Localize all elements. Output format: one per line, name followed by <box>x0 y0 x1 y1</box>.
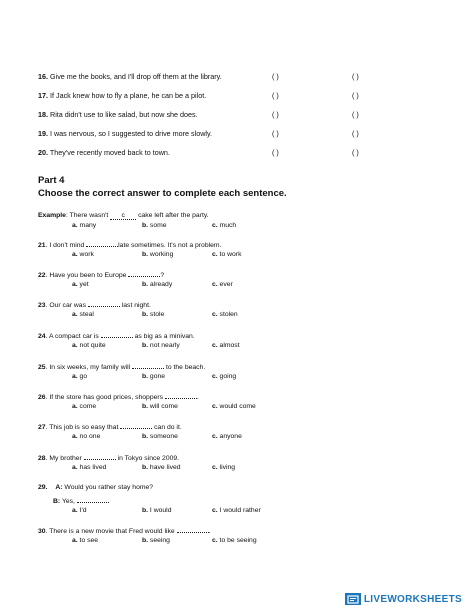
question-29-a-label: A: <box>55 484 63 491</box>
answer-box-column-1[interactable]: ( ) <box>272 129 279 138</box>
question-text-after: ? <box>160 272 165 279</box>
option-b[interactable]: b. not nearly <box>142 342 180 349</box>
answer-box-column-1[interactable]: ( ) <box>272 110 279 119</box>
question-21 <box>38 240 221 249</box>
option-c[interactable]: c. to work <box>212 251 242 258</box>
question-22 <box>38 270 164 279</box>
option-b[interactable]: b. someone <box>142 433 178 440</box>
example-option-b: b. some <box>142 222 167 229</box>
answer-box-column-2[interactable]: ( ) <box>352 110 359 119</box>
liveworksheets-logo-text: LIVEWORKSHEETS <box>363 593 462 605</box>
question-29-option-c[interactable]: c. I would rather <box>212 507 261 514</box>
question-text-before: . In six weeks, my family will <box>45 364 133 371</box>
question-28 <box>38 453 179 462</box>
liveworksheets-logo-icon <box>345 593 361 605</box>
option-a[interactable]: a. steal <box>72 311 94 318</box>
option-a[interactable]: a. has lived <box>72 464 107 471</box>
question-text-before: . There is a new movie that Fred would like <box>45 528 177 535</box>
question-number: 24 <box>38 333 46 340</box>
part3-item-number: 18. <box>38 110 48 119</box>
example-option-a: a. many <box>72 222 97 229</box>
example-text-after: cake left after the party. <box>136 212 209 219</box>
question-29 <box>38 484 153 491</box>
option-b[interactable]: b. gone <box>142 373 166 380</box>
question-text-after: . <box>196 394 199 401</box>
answer-blank[interactable] <box>86 240 118 247</box>
question-text-after: in Tokyo since 2009. <box>115 455 180 462</box>
option-b[interactable]: b. stole <box>142 311 165 318</box>
question-29-option-a[interactable]: a. I'd <box>72 507 87 514</box>
question-29-b-label: B: <box>53 498 61 505</box>
answer-blank[interactable] <box>88 300 120 307</box>
part3-item-text: I was nervous, so I suggested to drive more slowly. <box>50 129 213 138</box>
question-text-before: . A compact car is <box>45 333 101 340</box>
question-number: 28 <box>38 455 46 462</box>
part3-item-number: 16. <box>38 72 48 81</box>
example-label: Example <box>38 212 66 219</box>
question-text-before: . This job is so easy that <box>45 424 121 431</box>
option-b[interactable]: b. will come <box>142 403 178 410</box>
option-a[interactable]: a. no one <box>72 433 101 440</box>
option-c[interactable]: c. anyone <box>212 433 242 440</box>
question-29-number: 29. <box>38 484 48 491</box>
question-30 <box>38 526 210 535</box>
part3-item <box>38 91 206 100</box>
question-number: 27 <box>38 424 46 431</box>
option-a[interactable]: a. yet <box>72 281 89 288</box>
option-c[interactable]: c. stolen <box>212 311 238 318</box>
part3-item-number: 19. <box>38 129 48 138</box>
question-text-before: . I don't mind <box>45 242 87 249</box>
question-text-after: . <box>208 528 211 535</box>
question-25 <box>38 362 205 371</box>
answer-box-column-2[interactable]: ( ) <box>352 129 359 138</box>
answer-blank[interactable] <box>120 422 152 429</box>
question-text-after: last night. <box>119 302 151 309</box>
question-27 <box>38 422 182 431</box>
liveworksheets-footer[interactable] <box>345 593 462 605</box>
option-a[interactable]: a. go <box>72 373 88 380</box>
part3-item-text: Rita didn't use to like salad, but now she does. <box>50 110 198 119</box>
question-29-blank[interactable] <box>77 496 109 503</box>
example-sentence <box>38 212 209 220</box>
question-number: 25 <box>38 364 46 371</box>
answer-box-column-1[interactable]: ( ) <box>272 148 279 157</box>
option-c[interactable]: c. would come <box>212 403 256 410</box>
option-b[interactable]: b. working <box>142 251 174 258</box>
example-answer: c <box>110 212 136 220</box>
part3-item-number: 17. <box>38 91 48 100</box>
answer-blank[interactable] <box>132 362 164 369</box>
example-text-before: : There wasn't <box>65 212 111 219</box>
answer-blank[interactable] <box>84 453 116 460</box>
option-a[interactable]: a. come <box>72 403 97 410</box>
question-number: 23 <box>38 302 46 309</box>
question-26 <box>38 392 199 401</box>
question-text-before: . My brother <box>45 455 84 462</box>
question-text-after: late sometimes. It's not a problem. <box>118 242 222 249</box>
question-number: 22 <box>38 272 46 279</box>
question-29-line-b <box>53 496 109 505</box>
question-29-option-b[interactable]: b. I would <box>142 507 172 514</box>
answer-box-column-2[interactable]: ( ) <box>352 148 359 157</box>
option-c[interactable]: c. to be seeing <box>212 537 257 544</box>
answer-box-column-2[interactable]: ( ) <box>352 72 359 81</box>
answer-blank[interactable] <box>177 526 209 533</box>
answer-blank[interactable] <box>101 331 133 338</box>
answer-box-column-1[interactable]: ( ) <box>272 91 279 100</box>
question-29-a-text: Would you rather stay home? <box>62 484 154 491</box>
question-text-after: as big as a minivan. <box>132 333 195 340</box>
part3-item-text: Give me the books, and I'll drop off them at the library. <box>50 72 222 81</box>
part3-item <box>38 148 170 157</box>
answer-box-column-1[interactable]: ( ) <box>272 72 279 81</box>
part3-item <box>38 72 222 81</box>
part4-instruction: Choose the correct answer to complete each sentence. <box>38 188 287 199</box>
example-option-c: c. much <box>212 222 237 229</box>
part3-item-number: 20. <box>38 148 48 157</box>
part3-item <box>38 110 198 119</box>
answer-blank[interactable] <box>128 270 160 277</box>
option-c[interactable]: c. ever <box>212 281 233 288</box>
question-text-after: can do it. <box>152 424 182 431</box>
question-text-before: . Have you been to Europe <box>45 272 129 279</box>
question-number: 26 <box>38 394 46 401</box>
part3-item-text: They've recently moved back to town. <box>49 148 170 157</box>
question-number: 30 <box>38 528 46 535</box>
part4-title: Part 4 <box>38 175 65 186</box>
option-a[interactable]: a. work <box>72 251 94 258</box>
part3-item <box>38 129 212 138</box>
question-text-after: to the beach. <box>164 364 206 371</box>
question-text-before: . Our car was <box>45 302 88 309</box>
question-24 <box>38 331 195 340</box>
question-23 <box>38 300 151 309</box>
option-b[interactable]: b. seeing <box>142 537 170 544</box>
option-b[interactable]: b. already <box>142 281 173 288</box>
part3-item-text: If Jack knew how to fly a plane, he can be a pilot. <box>50 91 207 100</box>
answer-blank[interactable] <box>165 392 197 399</box>
option-c[interactable]: c. living <box>212 464 236 471</box>
option-c[interactable]: c. going <box>212 373 237 380</box>
option-a[interactable]: a. to see <box>72 537 99 544</box>
option-b[interactable]: b. have lived <box>142 464 181 471</box>
option-a[interactable]: a. not quite <box>72 342 106 349</box>
question-number: 21 <box>38 242 46 249</box>
option-c[interactable]: c. almost <box>212 342 240 349</box>
question-29-b-text: Yes, <box>60 498 77 505</box>
question-text-before: . If the store has good prices, shoppers <box>45 394 165 401</box>
answer-box-column-2[interactable]: ( ) <box>352 91 359 100</box>
